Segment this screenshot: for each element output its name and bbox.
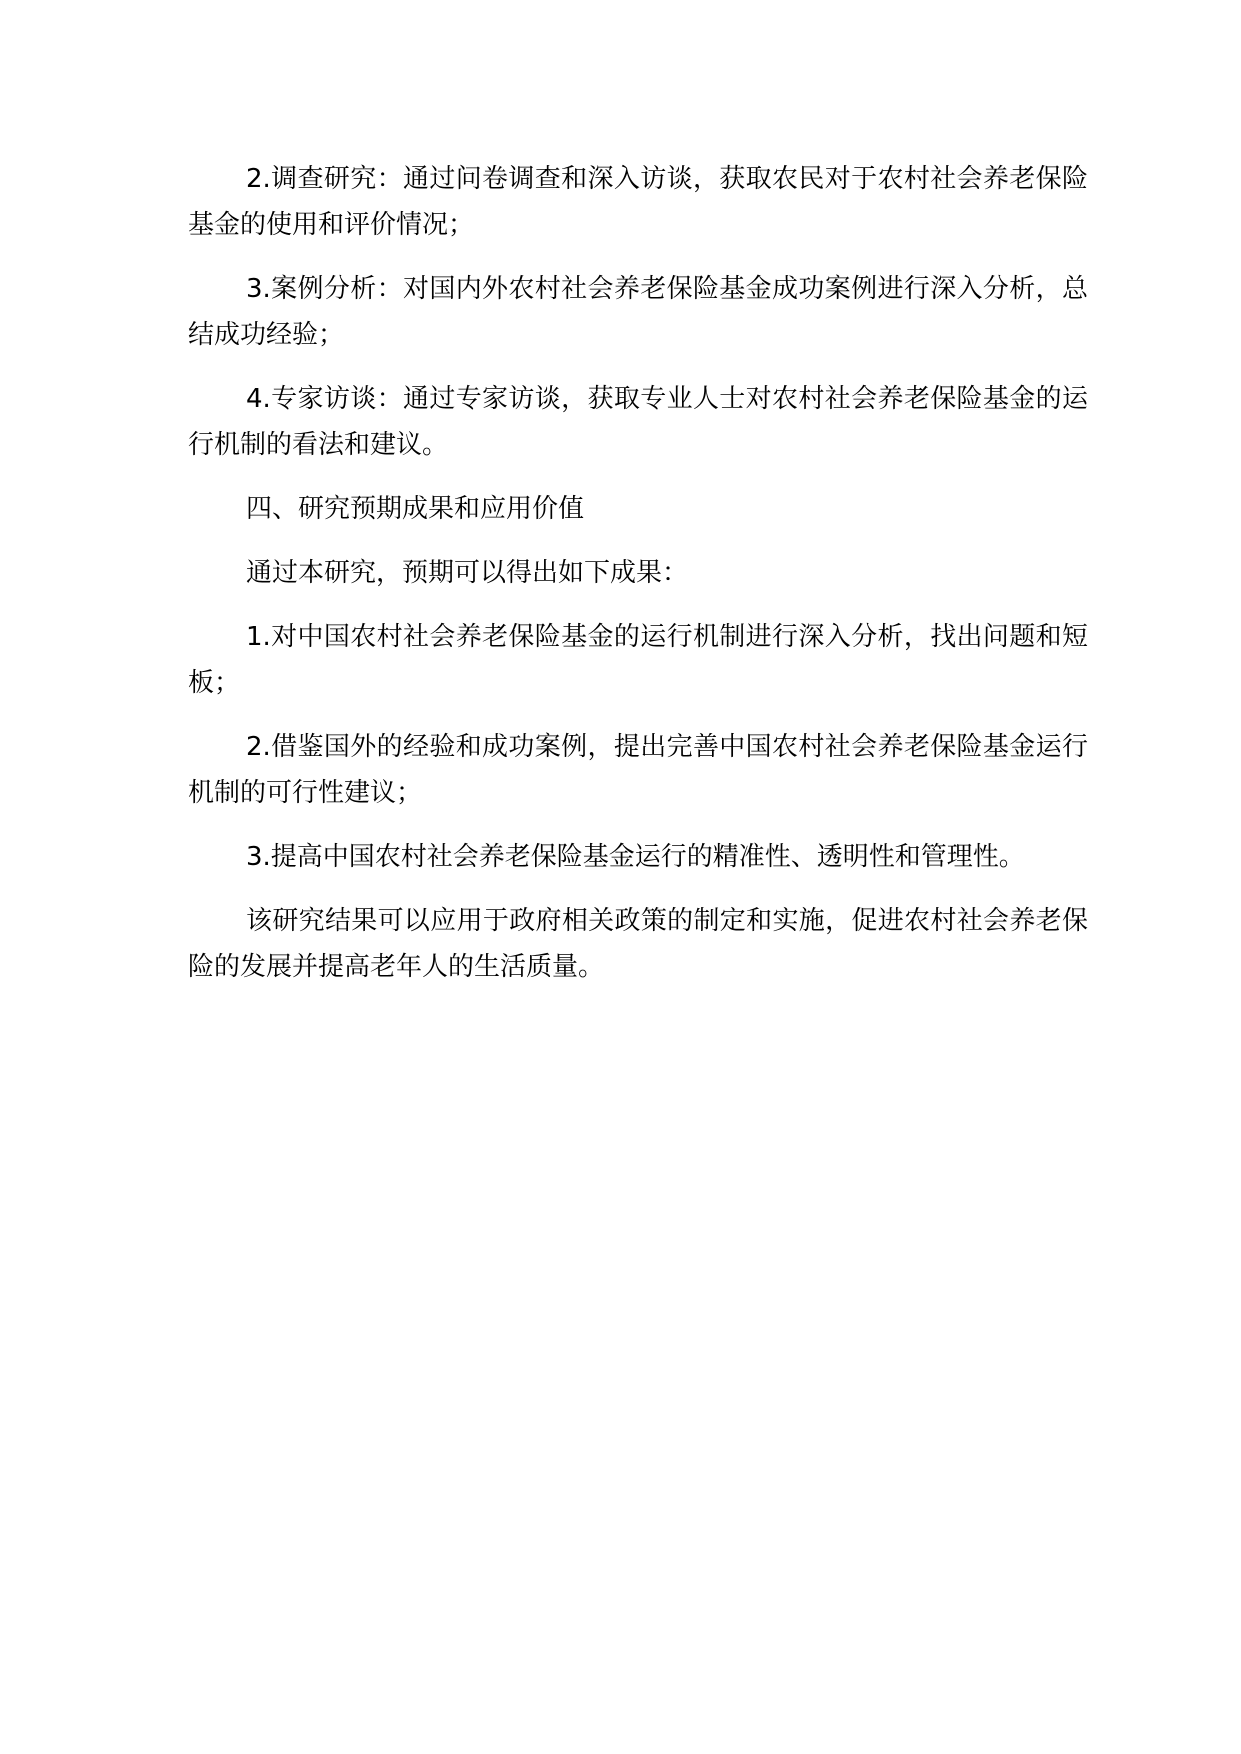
- paragraph-outcome-2: 2.借鉴国外的经验和成功案例，提出完善中国农村社会养老保险基金运行机制的可行性建议；: [188, 732, 1088, 808]
- paragraph-outcome-1: 1.对中国农村社会养老保险基金的运行机制进行深入分析，找出问题和短板；: [188, 622, 1088, 698]
- document-body: [188, 156, 1088, 1008]
- paragraph-method-survey: 2.调查研究：通过问卷调查和深入访谈，获取农民对于农村社会养老保险基金的使用和评价情况；: [188, 164, 1088, 240]
- paragraph-intro: 通过本研究，预期可以得出如下成果：: [246, 558, 689, 588]
- paragraph-outcome-3: 3.提高中国农村社会养老保险基金运行的精准性、透明性和管理性。: [246, 842, 1025, 872]
- paragraph-method-case-analysis: 3.案例分析：对国内外农村社会养老保险基金成功案例进行深入分析，总结成功经验；: [188, 274, 1088, 350]
- paragraph-method-expert-interview: 4.专家访谈：通过专家访谈，获取专业人士对农村社会养老保险基金的运行机制的看法和建议。: [188, 384, 1088, 460]
- paragraph-application: 该研究结果可以应用于政府相关政策的制定和实施，促进农村社会养老保险的发展并提高老年人的生活质量。: [188, 906, 1088, 982]
- section-heading: 四、研究预期成果和应用价值: [246, 494, 585, 524]
